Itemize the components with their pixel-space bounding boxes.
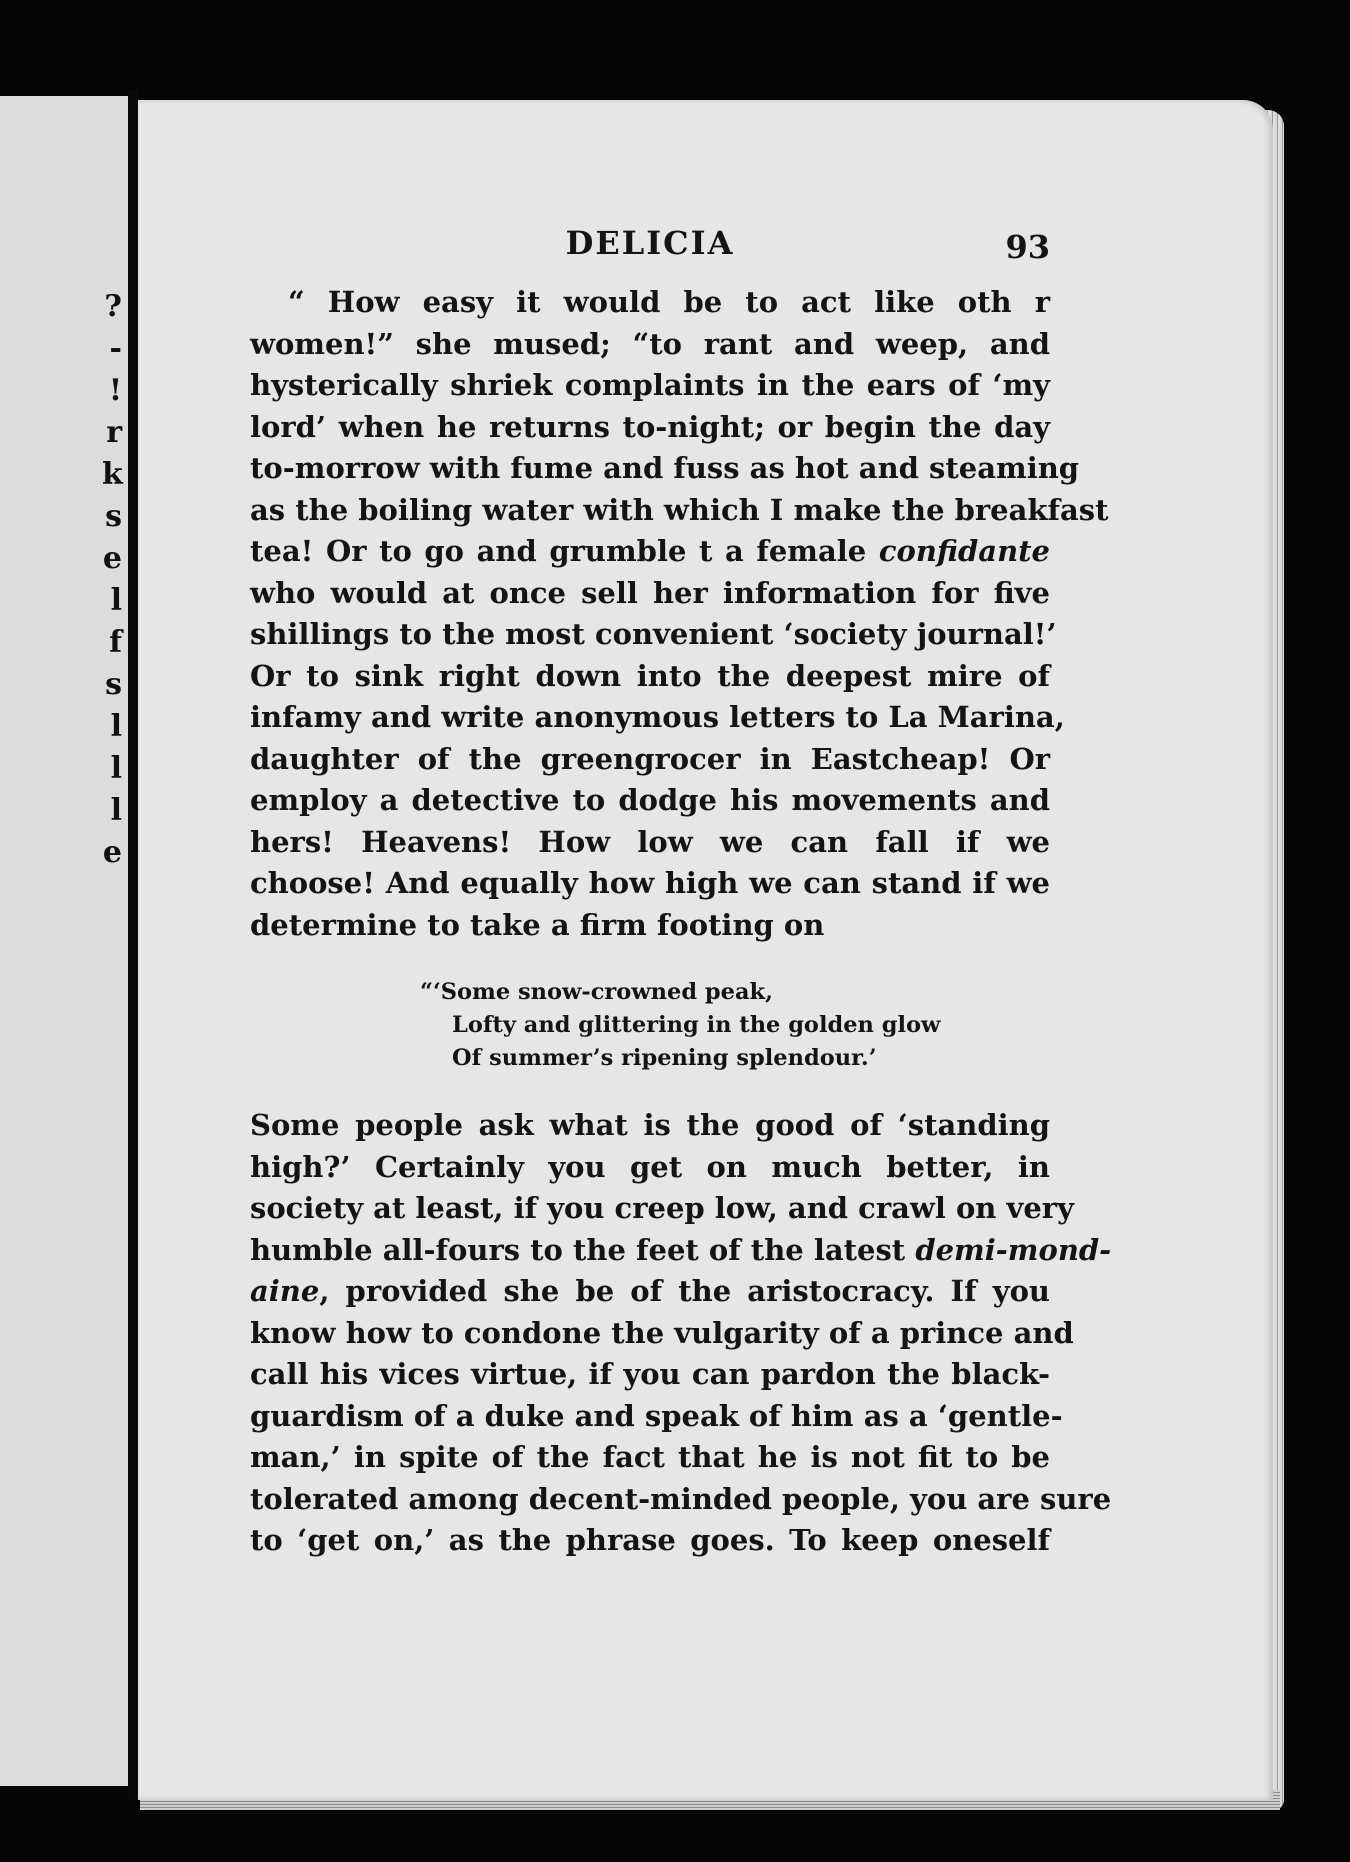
text-run: tea! Or to go and grumble t a female bbox=[250, 534, 867, 568]
left-edge-char: f bbox=[109, 625, 122, 660]
left-edge-char: l bbox=[110, 751, 122, 786]
left-edge-char: e bbox=[102, 835, 122, 870]
page-text-block bbox=[250, 222, 1112, 1562]
text-line: shillings to the most convenient ‘society journal!’ bbox=[250, 617, 1057, 651]
left-edge-char: - bbox=[109, 331, 122, 366]
text-line: lord’ when he returns to-night; or begin the day bbox=[250, 409, 1050, 444]
text-line: daughter of the greengrocer in Eastcheap! Or bbox=[250, 741, 1050, 776]
text-line: hysterically shriek complaints in the ears of ‘my bbox=[250, 368, 1050, 402]
text-line-with-italic bbox=[250, 531, 1050, 573]
italic-word: demi-mond- bbox=[915, 1232, 1112, 1267]
verse-line: Lofty and glittering in the golden glow bbox=[452, 1012, 941, 1038]
text-line: as the boiling water with which I make the breakfast bbox=[250, 492, 1109, 527]
verse-quotation bbox=[420, 976, 1050, 1075]
text-line: to-morrow with fume and fuss as hot and steaming bbox=[250, 451, 1080, 485]
italic-word: aine bbox=[250, 1274, 320, 1308]
text-line: women!” she mused; “to rant and weep, and bbox=[250, 326, 1050, 361]
text-line: determine to take a firm footing on bbox=[250, 907, 825, 942]
left-edge-char: ! bbox=[108, 373, 122, 408]
text-line: know how to condone the vulgarity of a prince and bbox=[250, 1315, 1074, 1350]
text-line: society at least, if you creep low, and crawl on very bbox=[250, 1191, 1074, 1225]
left-edge-char: k bbox=[102, 457, 123, 492]
text-line-with-italic bbox=[250, 1230, 1112, 1272]
running-head bbox=[250, 222, 1050, 282]
text-line: high?’ Certainly you get on much better, in bbox=[250, 1149, 1050, 1184]
text-line: guardism of a duke and speak of him as a ‘gentle- bbox=[250, 1398, 1063, 1433]
text-line: who would at once sell her information for five bbox=[250, 575, 1050, 610]
left-edge-char: r bbox=[106, 415, 122, 450]
left-edge-char: s bbox=[105, 667, 122, 702]
text-line-with-italic bbox=[250, 1271, 1050, 1313]
text-line: to ‘get on,’ as the phrase goes. To keep oneself bbox=[250, 1523, 1050, 1557]
paragraph-1 bbox=[250, 282, 1109, 946]
text-line: infamy and write anonymous letters to La Marina, bbox=[250, 700, 1065, 734]
left-edge-char: l bbox=[110, 709, 122, 744]
text-line: employ a detective to dodge his movements and bbox=[250, 783, 1050, 817]
book-gutter bbox=[128, 90, 138, 1800]
left-edge-char: l bbox=[110, 793, 122, 828]
text-line: Some people ask what is the good of ‘standing bbox=[250, 1108, 1050, 1142]
text-line: hers! Heavens! How low we can fall if we bbox=[250, 824, 1050, 859]
left-page-sliver bbox=[0, 96, 128, 1786]
text-line: man,’ in spite of the fact that he is not fit to be bbox=[250, 1440, 1050, 1474]
page-number: 93 bbox=[1005, 228, 1050, 266]
text-line: “ How easy it would be to act like oth r bbox=[288, 285, 1050, 319]
italic-word: confidante bbox=[878, 534, 1050, 568]
running-title: DELICIA bbox=[565, 224, 735, 262]
paragraph-2 bbox=[250, 1105, 1112, 1562]
left-edge-char: ? bbox=[104, 289, 122, 324]
left-edge-char: e bbox=[102, 541, 122, 576]
verse-line: “‘Some snow-crowned peak, bbox=[420, 979, 773, 1005]
left-edge-char: l bbox=[110, 583, 122, 618]
text-line: tolerated among decent-minded people, you are sure bbox=[250, 1481, 1112, 1516]
verse-line: Of summer’s ripening splendour.’ bbox=[452, 1045, 877, 1071]
text-line: choose! And equally how high we can stand if we bbox=[250, 866, 1050, 900]
text-line: call his vices virtue, if you can pardon the black- bbox=[250, 1357, 1050, 1391]
text-run: , provided she be of the aristocracy. If you bbox=[319, 1274, 1050, 1308]
text-run: humble all-fours to the feet of the latest bbox=[250, 1232, 906, 1267]
left-page-cropped-letters bbox=[102, 286, 122, 874]
left-edge-char: s bbox=[105, 499, 122, 534]
text-line: Or to sink right down into the deepest mire of bbox=[250, 658, 1050, 693]
